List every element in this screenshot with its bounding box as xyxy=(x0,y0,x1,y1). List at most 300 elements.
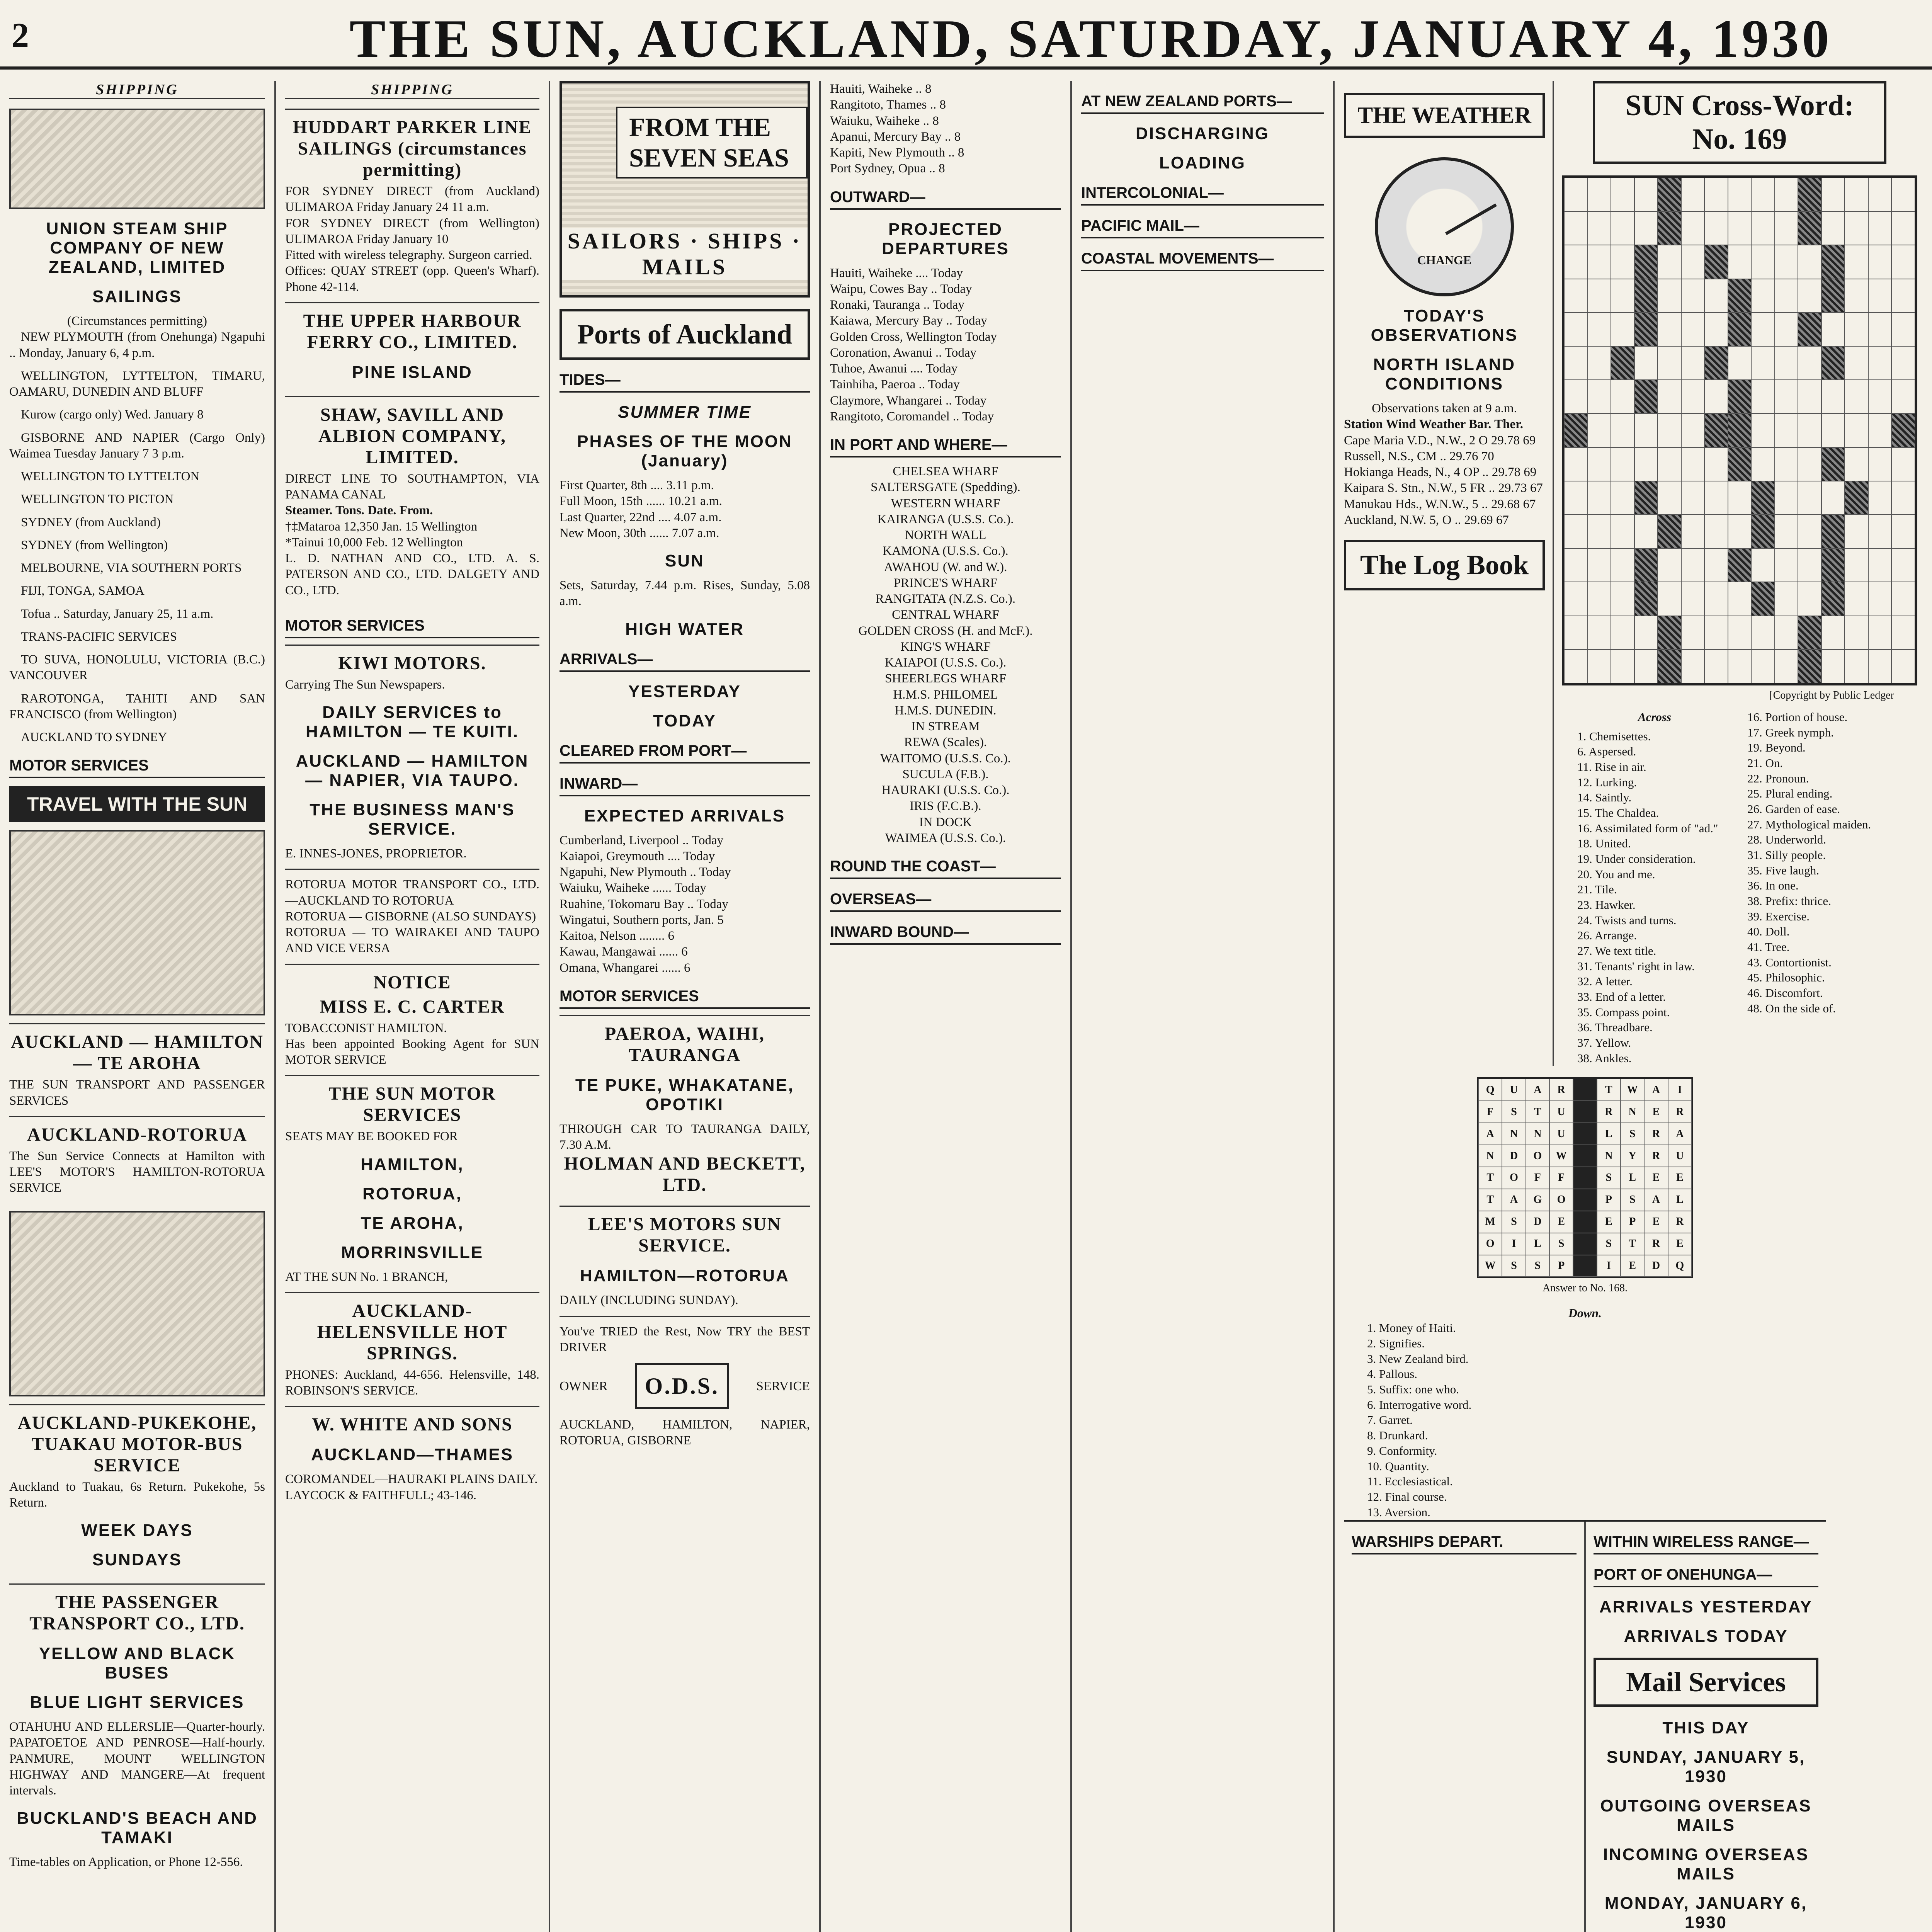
crossword-cell[interactable] xyxy=(1821,413,1845,447)
crossword-cell[interactable] xyxy=(1775,650,1798,683)
crossword-cell[interactable] xyxy=(1798,413,1821,447)
wharf-line: KAIRANGA (U.S.S. Co.). xyxy=(877,512,1014,526)
crossword-cell[interactable] xyxy=(1751,245,1775,279)
answer-cell: T xyxy=(1478,1167,1502,1189)
crossword-cell[interactable] xyxy=(1681,650,1705,683)
crossword-grid[interactable] xyxy=(1562,175,1917,685)
crossword-cell[interactable] xyxy=(1821,380,1845,413)
crossword-cell[interactable] xyxy=(1868,548,1892,582)
crossword-cell[interactable] xyxy=(1868,346,1892,380)
answer-cell: F xyxy=(1526,1167,1549,1189)
crossword-cell[interactable] xyxy=(1868,279,1892,313)
crossword-cell[interactable] xyxy=(1588,178,1611,211)
crossword-cell[interactable] xyxy=(1775,313,1798,346)
crossword-cell[interactable] xyxy=(1845,178,1868,211)
crossword-cell[interactable] xyxy=(1564,515,1588,548)
crossword-cell[interactable] xyxy=(1681,245,1705,279)
crossword-black-cell xyxy=(1611,346,1634,380)
crossword-cell[interactable] xyxy=(1611,515,1634,548)
inward-heading: INWARD— xyxy=(560,775,810,796)
kiwi-motors-ad xyxy=(285,645,539,869)
crossword-cell[interactable] xyxy=(1751,313,1775,346)
col6-lower xyxy=(1344,1520,1826,1932)
crossword-cell[interactable] xyxy=(1798,481,1821,515)
sailing-line: RAROTONGA, TAHITI AND SAN FRANCISCO (from Wellington) xyxy=(9,691,265,721)
crossword-cell[interactable] xyxy=(1704,582,1728,616)
answer-cell: I xyxy=(1597,1255,1621,1277)
crossword-cell[interactable] xyxy=(1845,346,1868,380)
wharf-line: CENTRAL WHARF xyxy=(892,608,999,622)
crossword-cell[interactable] xyxy=(1868,481,1892,515)
across-clue: 36. In one. xyxy=(1747,879,1799,893)
crossword-cell[interactable] xyxy=(1775,346,1798,380)
crossword-cell[interactable] xyxy=(1634,211,1658,245)
crossword-cell[interactable] xyxy=(1751,211,1775,245)
crossword-cell[interactable] xyxy=(1821,481,1845,515)
crossword-cell[interactable] xyxy=(1728,245,1752,279)
crossword-cell[interactable] xyxy=(1588,211,1611,245)
crossword-cell[interactable] xyxy=(1681,447,1705,481)
column-shipping-2 xyxy=(274,81,549,1932)
crossword-cell[interactable] xyxy=(1588,650,1611,683)
crossword-cell[interactable] xyxy=(1868,313,1892,346)
crossword-cell[interactable] xyxy=(1704,650,1728,683)
crossword-cell[interactable] xyxy=(1681,346,1705,380)
crossword-cell[interactable] xyxy=(1868,650,1892,683)
shaw-direct-line: DIRECT LINE TO SOUTHAMPTON, VIA PANAMA CANAL xyxy=(285,471,539,502)
crossword-black-cell xyxy=(1728,279,1752,313)
crossword-cell[interactable] xyxy=(1588,447,1611,481)
answer-cell: R xyxy=(1644,1145,1668,1167)
crossword-cell[interactable] xyxy=(1751,380,1775,413)
warships-col xyxy=(1344,1522,1584,1932)
crossword-cell[interactable] xyxy=(1891,650,1915,683)
crossword-cell[interactable] xyxy=(1798,279,1821,313)
crossword-cell[interactable] xyxy=(1704,481,1728,515)
crossword-cell[interactable] xyxy=(1775,447,1798,481)
crossword-cell[interactable] xyxy=(1681,582,1705,616)
wharf-line: SALTERSGATE (Spedding). xyxy=(871,480,1020,495)
car-illustration xyxy=(9,830,265,1015)
seven-seas-sub: SAILORS · SHIPS · MAILS xyxy=(562,228,808,280)
crossword-cell[interactable] xyxy=(1821,650,1845,683)
down-heading: Down. xyxy=(1568,1306,1602,1320)
across-clue: 26. Arrange. xyxy=(1577,929,1637,942)
crossword-black-cell xyxy=(1634,481,1658,515)
obs-table-head: Station Wind Weather Bar. Ther. xyxy=(1344,417,1523,432)
crossword-cell[interactable] xyxy=(1611,548,1634,582)
crossword-cell[interactable] xyxy=(1658,346,1681,380)
crossword-black-cell xyxy=(1634,245,1658,279)
crossword-cell[interactable] xyxy=(1634,178,1658,211)
crossword-cell[interactable] xyxy=(1658,481,1681,515)
wharf-line: RANGITATA (N.Z.S. Co.). xyxy=(875,592,1016,606)
crossword-black-cell xyxy=(1845,481,1868,515)
wharf-line: REWA (Scales). xyxy=(904,735,987,750)
crossword-cell[interactable] xyxy=(1588,582,1611,616)
crossword-cell[interactable] xyxy=(1868,245,1892,279)
notice-title: NOTICE xyxy=(373,972,451,993)
today-heading: TODAY xyxy=(653,711,717,730)
crossword-cell[interactable] xyxy=(1564,481,1588,515)
upper-harbour-ad xyxy=(285,302,539,396)
obs-row: Cape Maria V.D., N.W., 2 O 29.78 69 xyxy=(1344,433,1536,447)
crossword-cell[interactable] xyxy=(1588,515,1611,548)
answer-black-cell xyxy=(1573,1233,1597,1255)
answer-cell: A xyxy=(1644,1189,1668,1211)
answer-cell: P xyxy=(1621,1211,1644,1233)
crossword-cell[interactable] xyxy=(1798,380,1821,413)
rotorua-motor-line: ROTORUA MOTOR TRANSPORT CO., LTD.—AUCKLAND TO ROTORUA xyxy=(285,878,539,908)
answer-cell: D xyxy=(1502,1145,1526,1167)
crossword-cell[interactable] xyxy=(1821,211,1845,245)
crossword-cell[interactable] xyxy=(1564,245,1588,279)
pukekohe-ad xyxy=(9,1404,265,1584)
crossword-cell[interactable] xyxy=(1821,178,1845,211)
crossword-cell[interactable] xyxy=(1845,447,1868,481)
wharf-line: PRINCE'S WHARF xyxy=(893,576,998,590)
answer-cell: D xyxy=(1644,1255,1668,1277)
answer-cell: O xyxy=(1478,1233,1502,1255)
expected-row: Waiuku, Waiheke ...... Today xyxy=(560,881,706,895)
weather-box xyxy=(1344,81,1545,150)
crossword-cell[interactable] xyxy=(1845,380,1868,413)
answer-cell: Q xyxy=(1478,1079,1502,1101)
crossword-cell[interactable] xyxy=(1891,582,1915,616)
carter-name: MISS E. C. CARTER xyxy=(320,996,505,1017)
sailing-line: Tofua .. Saturday, January 25, 11 a.m. xyxy=(21,607,214,621)
crossword-cell[interactable] xyxy=(1611,380,1634,413)
crossword-cell[interactable] xyxy=(1588,346,1611,380)
crossword-cell[interactable] xyxy=(1658,245,1681,279)
crossword-cell[interactable] xyxy=(1775,582,1798,616)
crossword-cell[interactable] xyxy=(1751,616,1775,650)
crossword-cell[interactable] xyxy=(1891,178,1915,211)
answer-cell: P xyxy=(1549,1255,1573,1277)
crossword-cell[interactable] xyxy=(1658,279,1681,313)
crossword-cell[interactable] xyxy=(1891,211,1915,245)
crossword-black-cell xyxy=(1704,413,1728,447)
crossword-cell[interactable] xyxy=(1681,178,1705,211)
crossword-cell[interactable] xyxy=(1775,413,1798,447)
crossword-cell[interactable] xyxy=(1704,211,1728,245)
crossword-cell[interactable] xyxy=(1611,481,1634,515)
crossword-cell[interactable] xyxy=(1564,211,1588,245)
rotorua-ad-title: AUCKLAND-ROTORUA xyxy=(27,1124,247,1145)
crossword-cell[interactable] xyxy=(1588,380,1611,413)
crossword-cell[interactable] xyxy=(1728,650,1752,683)
crossword-cell[interactable] xyxy=(1798,245,1821,279)
wharf-line: IN STREAM xyxy=(911,719,980,733)
crossword-cell[interactable] xyxy=(1845,616,1868,650)
crossword-cell[interactable] xyxy=(1775,515,1798,548)
pine-island: PINE ISLAND xyxy=(352,362,473,382)
obs-row: Manukau Hds., W.N.W., 5 .. 29.68 67 xyxy=(1344,497,1536,511)
warships-heading: WARSHIPS DEPART. xyxy=(1352,1533,1577,1554)
answer-cell: F xyxy=(1549,1167,1573,1189)
crossword-cell[interactable] xyxy=(1891,447,1915,481)
crossword-cell[interactable] xyxy=(1588,313,1611,346)
crossword-cell[interactable] xyxy=(1891,481,1915,515)
crossword-cell[interactable] xyxy=(1564,313,1588,346)
wharf-line: CHELSEA WHARF xyxy=(893,464,998,478)
crossword-cell[interactable] xyxy=(1681,481,1705,515)
crossword-cell[interactable] xyxy=(1891,346,1915,380)
crossword-cell[interactable] xyxy=(1658,548,1681,582)
crossword-cell[interactable] xyxy=(1704,447,1728,481)
crossword-cell[interactable] xyxy=(1658,413,1681,447)
crossword-cell[interactable] xyxy=(1891,548,1915,582)
crossword-cell[interactable] xyxy=(1751,447,1775,481)
crossword-cell[interactable] xyxy=(1728,481,1752,515)
expected-row: Kawau, Mangawai ...... 6 xyxy=(560,945,688,959)
answer-cell: L xyxy=(1526,1233,1549,1255)
crossword-cell[interactable] xyxy=(1634,515,1658,548)
crossword-cell[interactable] xyxy=(1891,313,1915,346)
crossword-cell[interactable] xyxy=(1775,481,1798,515)
answer-cell: E xyxy=(1644,1211,1668,1233)
crossword-cell[interactable] xyxy=(1564,616,1588,650)
wharf-list xyxy=(830,464,1061,846)
in-port-heading: IN PORT AND WHERE— xyxy=(830,436,1061,457)
crossword-cell[interactable] xyxy=(1868,178,1892,211)
innes-jones: E. INNES-JONES, PROPRIETOR. xyxy=(285,847,467,861)
crossword-cell[interactable] xyxy=(1891,515,1915,548)
blue-light-heading: BLUE LIGHT SERVICES xyxy=(30,1693,245,1712)
weather-panel xyxy=(1344,81,1554,1066)
down-clue: 9. Conformity. xyxy=(1367,1444,1437,1458)
business-man-service: THE BUSINESS MAN'S SERVICE. xyxy=(310,800,515,838)
crossword-cell[interactable] xyxy=(1611,413,1634,447)
crossword-black-cell xyxy=(1658,616,1681,650)
answer-cell: A xyxy=(1478,1123,1502,1145)
crossword-cell[interactable] xyxy=(1798,447,1821,481)
crossword-cell[interactable] xyxy=(1588,616,1611,650)
crossword-black-cell xyxy=(1751,481,1775,515)
crossword-cell[interactable] xyxy=(1611,245,1634,279)
crossword-cell[interactable] xyxy=(1564,346,1588,380)
answer-cell: S xyxy=(1621,1189,1644,1211)
crossword-cell[interactable] xyxy=(1868,413,1892,447)
crossword-cell[interactable] xyxy=(1798,346,1821,380)
crossword-cell[interactable] xyxy=(1681,616,1705,650)
crossword-cell[interactable] xyxy=(1611,178,1634,211)
crossword-cell[interactable] xyxy=(1821,616,1845,650)
crossword-cell[interactable] xyxy=(1775,380,1798,413)
ods-row xyxy=(560,1355,810,1417)
crossword-cell[interactable] xyxy=(1728,178,1752,211)
across-clue: 15. The Chaldea. xyxy=(1577,806,1659,820)
crossword-cell[interactable] xyxy=(1564,279,1588,313)
projected-row: Claymore, Whangarei .. Today xyxy=(830,393,987,408)
crossword-cell[interactable] xyxy=(1751,650,1775,683)
crossword-cell[interactable] xyxy=(1728,515,1752,548)
crossword-cell[interactable] xyxy=(1775,616,1798,650)
crossword-cell[interactable] xyxy=(1868,380,1892,413)
crossword-cell[interactable] xyxy=(1681,413,1705,447)
moon-phases-heading: PHASES OF THE MOON (January) xyxy=(577,432,793,470)
crossword-cell[interactable] xyxy=(1564,582,1588,616)
crossword-cell[interactable] xyxy=(1751,279,1775,313)
loading-heading: LOADING xyxy=(1159,153,1246,172)
crossword-cell[interactable] xyxy=(1611,650,1634,683)
crossword-cell[interactable] xyxy=(1891,380,1915,413)
blue-light-routes: OTAHUHU AND ELLERSLIE—Quarter-hourly. PAPATOETOE AND PENROSE—Half-hourly. PANMURE, MOUNT WELLINGTON HIGHWAY AND MANGERE—At frequent intervals. xyxy=(9,1720,265,1798)
paeroa-title: PAEROA, WAIHI, TAURANGA xyxy=(604,1023,765,1065)
crossword-cell[interactable] xyxy=(1681,279,1705,313)
crossword-cell[interactable] xyxy=(1658,313,1681,346)
crossword-cell[interactable] xyxy=(1891,616,1915,650)
crossword-cell[interactable] xyxy=(1658,582,1681,616)
crossword-cell[interactable] xyxy=(1611,447,1634,481)
page-number: 2 xyxy=(12,16,29,54)
wireless-col xyxy=(1584,1522,1826,1932)
crossword-cell[interactable] xyxy=(1845,211,1868,245)
crossword-cell[interactable] xyxy=(1704,313,1728,346)
crossword-cell[interactable] xyxy=(1728,211,1752,245)
wharf-line: H.M.S. DUNEDIN. xyxy=(895,703,997,718)
crossword-cell[interactable] xyxy=(1704,178,1728,211)
crossword-black-cell xyxy=(1704,346,1728,380)
answer-cell: A xyxy=(1526,1079,1549,1101)
crossword-cell[interactable] xyxy=(1775,279,1798,313)
crossword-cell[interactable] xyxy=(1564,178,1588,211)
crossword-cell[interactable] xyxy=(1658,380,1681,413)
crossword-black-cell xyxy=(1728,380,1752,413)
helensville-ad xyxy=(285,1292,539,1406)
crossword-cell[interactable] xyxy=(1704,548,1728,582)
crossword-cell[interactable] xyxy=(1681,548,1705,582)
column-label: SHIPPING xyxy=(9,81,265,99)
holman-beckett: HOLMAN AND BECKETT, LTD. xyxy=(564,1153,806,1196)
crossword-cell[interactable] xyxy=(1891,245,1915,279)
shaw-savill-ad xyxy=(285,396,539,605)
crossword-cell[interactable] xyxy=(1704,616,1728,650)
crossword-cell[interactable] xyxy=(1821,313,1845,346)
crossword-cell[interactable] xyxy=(1611,279,1634,313)
across-clue: 27. Mythological maiden. xyxy=(1747,817,1871,831)
crossword-cell[interactable] xyxy=(1798,582,1821,616)
crossword-cell[interactable] xyxy=(1845,313,1868,346)
crossword-cell[interactable] xyxy=(1611,582,1634,616)
crossword-cell[interactable] xyxy=(1634,447,1658,481)
crossword-cell[interactable] xyxy=(1891,279,1915,313)
todays-observations: TODAY'S OBSERVATIONS xyxy=(1371,306,1518,345)
crossword-cell[interactable] xyxy=(1845,413,1868,447)
weather-title: THE WEATHER xyxy=(1344,93,1545,138)
this-day: THIS DAY xyxy=(1662,1718,1750,1738)
seats-line: SEATS MAY BE BOOKED FOR xyxy=(285,1129,458,1144)
crossword-cell[interactable] xyxy=(1868,616,1892,650)
crossword-cell[interactable] xyxy=(1704,380,1728,413)
crossword-cell[interactable] xyxy=(1634,413,1658,447)
crossword-cell[interactable] xyxy=(1564,548,1588,582)
across-clue: 19. Under consideration. xyxy=(1577,852,1696,866)
crossword-black-cell xyxy=(1821,447,1845,481)
crossword-cell[interactable] xyxy=(1634,346,1658,380)
masthead: THE SUN, AUCKLAND, SATURDAY, JANUARY 4, 1930 xyxy=(349,9,1832,69)
crossword-cell[interactable] xyxy=(1751,178,1775,211)
crossword-cell[interactable] xyxy=(1728,346,1752,380)
crossword-cell[interactable] xyxy=(1751,413,1775,447)
wharf-line: IN DOCK xyxy=(919,815,972,829)
crossword-cell[interactable] xyxy=(1588,548,1611,582)
crossword-cell[interactable] xyxy=(1868,582,1892,616)
crossword-black-cell xyxy=(1634,380,1658,413)
crossword-black-cell xyxy=(1821,582,1845,616)
crossword-cell[interactable] xyxy=(1845,582,1868,616)
crossword-cell[interactable] xyxy=(1751,346,1775,380)
crossword-cell[interactable] xyxy=(1564,380,1588,413)
motor-services-heading: MOTOR SERVICES xyxy=(560,988,810,1009)
crossword-cell[interactable] xyxy=(1845,279,1868,313)
crossword-cell[interactable] xyxy=(1775,548,1798,582)
crossword-cell[interactable] xyxy=(1704,279,1728,313)
crossword-cell[interactable] xyxy=(1704,515,1728,548)
across-clue: 38. Ankles. xyxy=(1577,1051,1632,1065)
crossword-cell[interactable] xyxy=(1798,515,1821,548)
crossword-cell[interactable] xyxy=(1564,447,1588,481)
crossword-cell[interactable] xyxy=(1681,313,1705,346)
carter-line: Has been appointed Booking Agent for SUN MOTOR SERVICE xyxy=(285,1037,539,1067)
crossword-cell[interactable] xyxy=(1845,548,1868,582)
crossword-cell[interactable] xyxy=(1611,616,1634,650)
crossword-cell[interactable] xyxy=(1798,548,1821,582)
crossword-cell[interactable] xyxy=(1588,481,1611,515)
crossword-black-cell xyxy=(1634,313,1658,346)
crossword-cell[interactable] xyxy=(1588,279,1611,313)
answer-cell: N xyxy=(1526,1123,1549,1145)
crossword-cell[interactable] xyxy=(1588,245,1611,279)
crossword-cell[interactable] xyxy=(1868,515,1892,548)
crossword-cell[interactable] xyxy=(1681,515,1705,548)
crossword-cell[interactable] xyxy=(1845,245,1868,279)
crossword-cell[interactable] xyxy=(1634,616,1658,650)
crossword-cell[interactable] xyxy=(1658,447,1681,481)
answer-cell: O xyxy=(1526,1145,1549,1167)
carter-notice xyxy=(285,964,539,1075)
across-clue: 21. Tile. xyxy=(1577,883,1617,896)
crossword-cell[interactable] xyxy=(1845,515,1868,548)
answer-cell: W xyxy=(1621,1079,1644,1101)
column-weather-crossword xyxy=(1333,81,1894,1932)
ods-logo: O.D.S. xyxy=(635,1363,729,1409)
crossword-cell[interactable] xyxy=(1751,548,1775,582)
expected-row: Wingatui, Southern ports, Jan. 5 xyxy=(560,913,724,927)
down-clue: 10. Quantity. xyxy=(1367,1459,1429,1473)
helensville-title: AUCKLAND-HELENSVILLE HOT SPRINGS. xyxy=(317,1300,508,1364)
crossword-cell[interactable] xyxy=(1564,650,1588,683)
crossword-cell[interactable] xyxy=(1588,413,1611,447)
crossword-cell[interactable] xyxy=(1868,211,1892,245)
crossword-cell[interactable] xyxy=(1728,616,1752,650)
obs-row: Russell, N.S., CM .. 29.76 70 xyxy=(1344,449,1494,463)
crossword-cell[interactable] xyxy=(1868,447,1892,481)
wharf-line: H.M.S. PHILOMEL xyxy=(893,687,998,702)
across-clue: 16. Assimilated form of "ad." xyxy=(1577,821,1718,835)
crossword-cell[interactable] xyxy=(1845,650,1868,683)
wharf-line: WAITOMO (U.S.S. Co.). xyxy=(880,751,1011,765)
crossword-cell[interactable] xyxy=(1775,245,1798,279)
crossword-cell[interactable] xyxy=(1611,313,1634,346)
crossword-cell[interactable] xyxy=(1728,582,1752,616)
crossword-cell[interactable] xyxy=(1681,211,1705,245)
crossword-cell[interactable] xyxy=(1634,650,1658,683)
crossword-cell[interactable] xyxy=(1681,380,1705,413)
crossword-cell[interactable] xyxy=(1775,211,1798,245)
crossword-cell[interactable] xyxy=(1775,178,1798,211)
crossword-cell[interactable] xyxy=(1611,211,1634,245)
